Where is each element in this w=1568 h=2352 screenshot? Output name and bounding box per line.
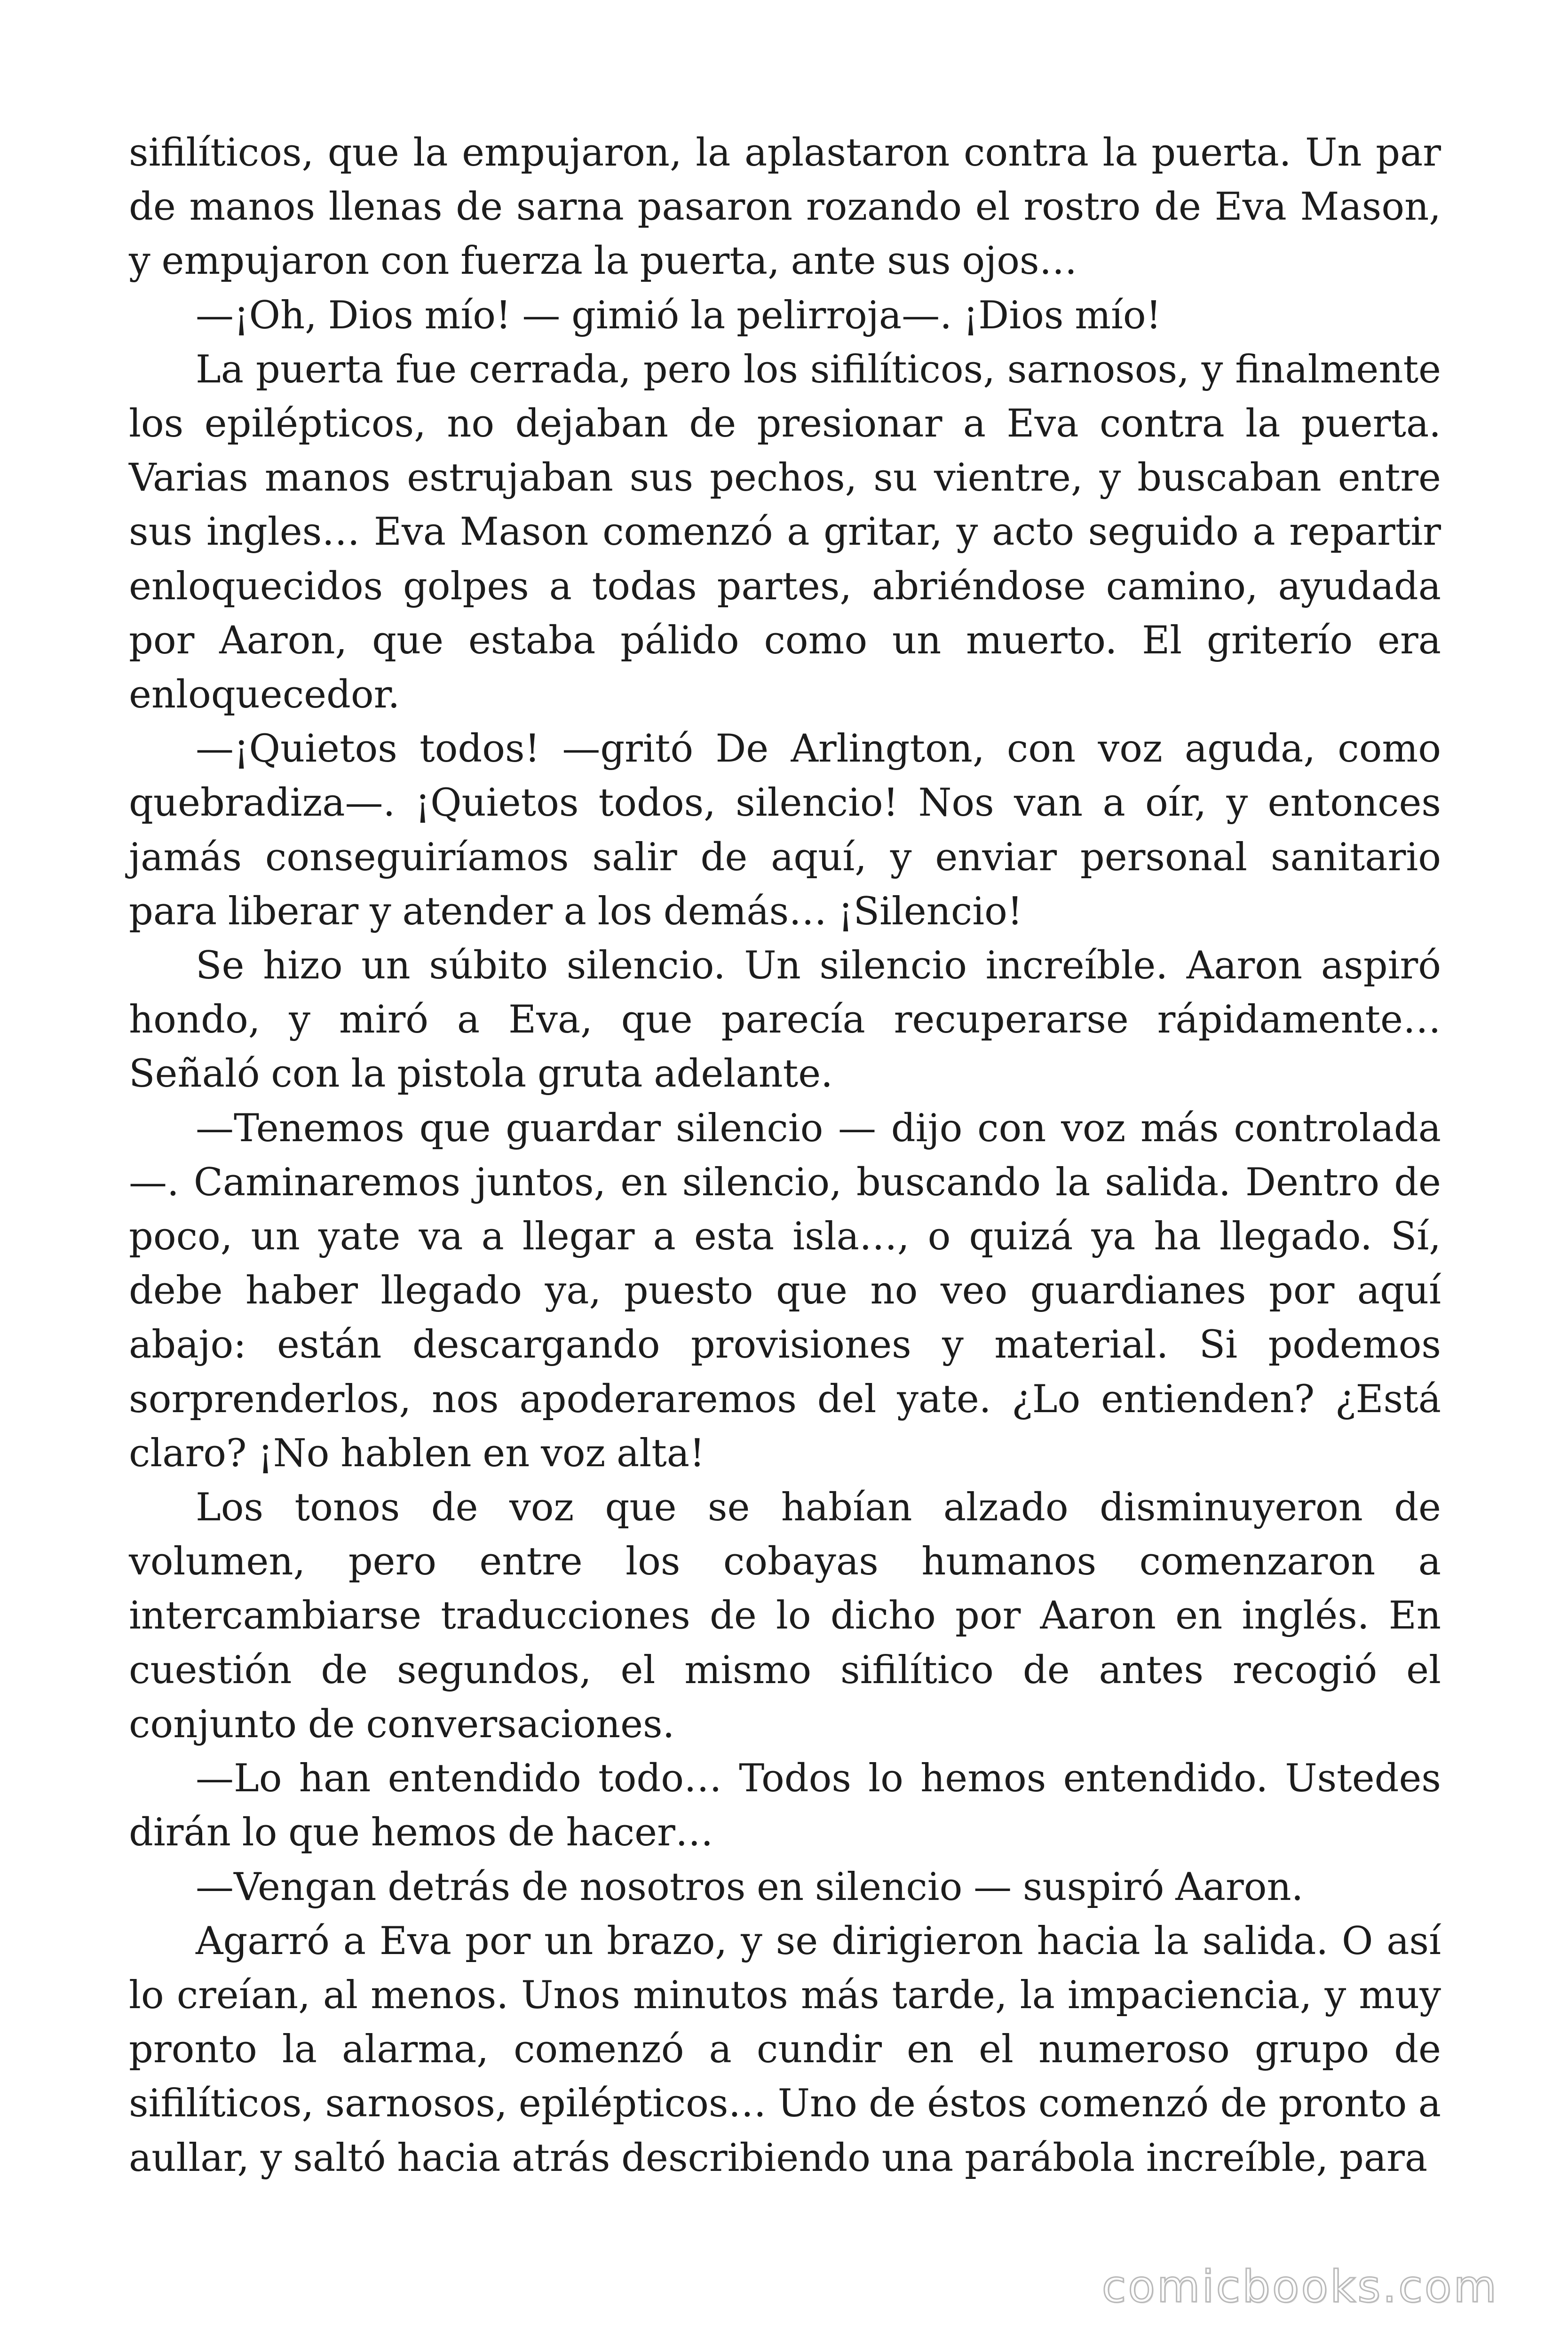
paragraph-8: —Lo han entendido todo… Todos lo hemos entendido. Ustedes dirán lo que hemos de hacer… [129, 1756, 1441, 1855]
watermark: comicbooks.com [1101, 2261, 1498, 2312]
paragraph-1: sifilíticos, que la empujaron, la aplastaron contra la puerta. Un par de manos llenas de sarna pasaron rozando el rostro de Eva Mason, y empujaron con fuerza la puerta, ante sus ojos… [129, 131, 1441, 284]
paragraph-10: Agarró a Eva por un brazo, y se dirigieron hacia la salida. O así lo creían, al menos. Unos minutos más tarde, la impaciencia, y muy pronto la alarma, comenzó a cundir en el numeroso grupo de sifilíticos, sarnosos, epilépticos… Uno de éstos comenzó de pronto a aullar, y saltó hacia atrás describiendo una parábola increíble, para [129, 1919, 1441, 2180]
paragraph-2: —¡Oh, Dios mío! — gimió la pelirroja—. ¡Dios mío! [196, 293, 1162, 338]
paragraph-4: —¡Quietos todos! —gritó De Arlington, con voz aguda, como quebradiza—. ¡Quietos todos, silencio! Nos van a oír, y entonces jamás conseguiríamos salir de aquí, y enviar personal sanitario para liberar y atender a los demás… ¡Silencio! [129, 727, 1441, 934]
paragraph-9: —Vengan detrás de nosotros en silencio — suspiró Aaron. [196, 1865, 1304, 1909]
paragraph-5: Se hizo un súbito silencio. Un silencio increíble. Aaron aspiró hondo, y miró a Eva, que parecía recuperarse rápidamente… Señaló con la pistola gruta adelante. [129, 944, 1441, 1097]
paragraph-7: Los tonos de voz que se habían alzado disminuyeron de volumen, pero entre los cobayas humanos comenzaron a intercambiarse traducciones de lo dicho por Aaron en inglés. En cuestión de segundos, el mismo sifilítico de antes recogió el conjunto de conversaciones. [129, 1486, 1441, 1747]
paragraph-3: La puerta fue cerrada, pero los sifilíticos, sarnosos, y finalmente los epilépticos, no dejaban de presionar a Eva contra la puerta. Varias manos estrujaban sus pechos, su vientre, y buscaban entre sus ingles… Eva Mason comenzó a gritar, y acto seguido a repartir enloquecidos golpes a todas partes, abriéndose camino, ayudada por Aaron, que estaba pálido como un muerto. El griterío era enloquecedor. [129, 347, 1441, 717]
page-text [129, 126, 1441, 2185]
paragraph-6: —Tenemos que guardar silencio — dijo con voz más controlada —. Caminaremos juntos, en silencio, buscando la salida. Dentro de poco, un yate va a llegar a esta isla…, o quizá ya ha llegado. Sí, debe haber llegado ya, puesto que no veo guardianes por aquí abajo: están descargando provisiones y material. Si podemos sorprenderlos, nos apoderaremos del yate. ¿Lo entienden? ¿Está claro? ¡No hablen en voz alta! [129, 1106, 1441, 1476]
